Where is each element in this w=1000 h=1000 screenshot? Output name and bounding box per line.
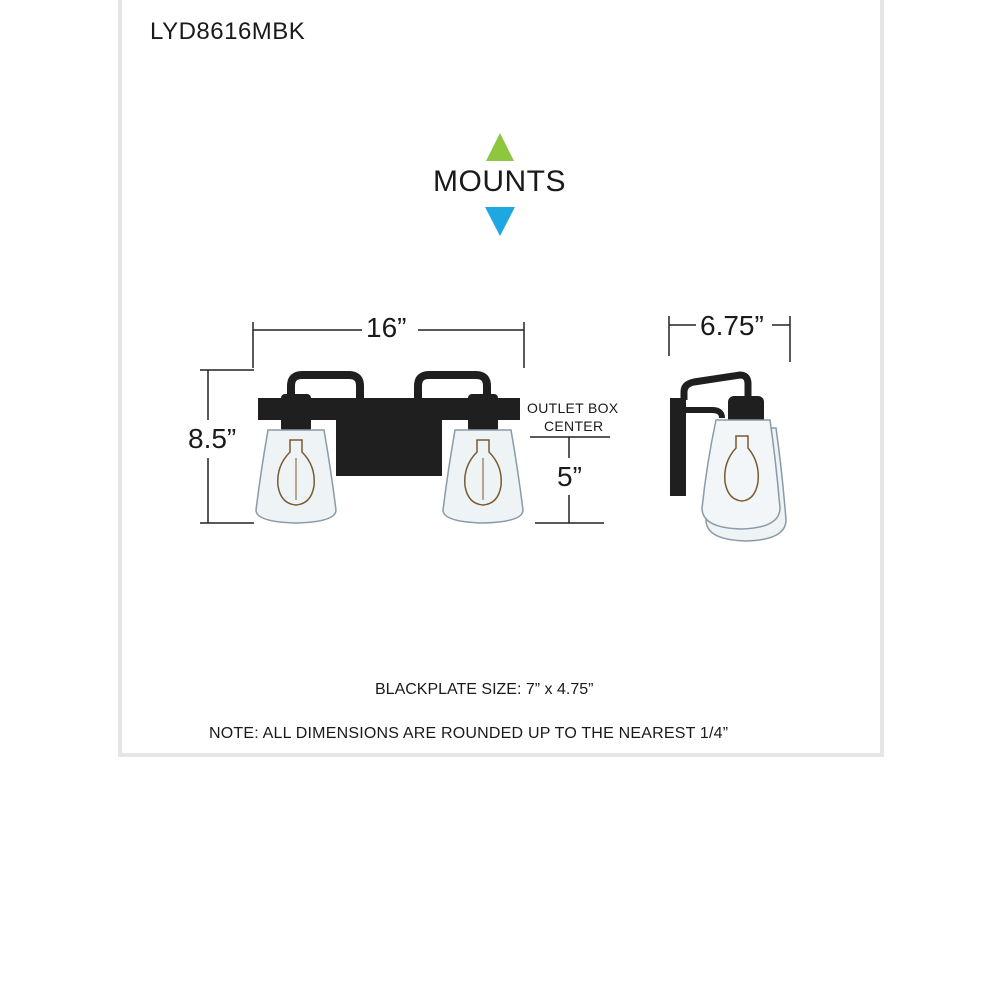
fixture-side-view [670,375,786,541]
outlet-box-label-line2: CENTER [544,418,604,434]
mounts-label: MOUNTS [433,165,566,198]
down-arrow-icon [485,207,515,236]
height-dimension-label: 8.5” [188,423,237,454]
depth-dimension-label: 6.75” [700,310,764,341]
right-socket [468,394,498,432]
outlet-box-label-line1: OUTLET BOX [527,400,619,416]
left-socket [281,394,311,432]
side-backplate [670,398,686,496]
fixture-front-view [256,375,523,523]
model-number: LYD8616MBK [150,18,306,45]
dimensions-note: NOTE: ALL DIMENSIONS ARE ROUNDED UP TO THE NEAREST 1/4” [209,725,729,742]
up-arrow-icon [486,133,514,161]
backplate-size-text: BLACKPLATE SIZE: 7” x 4.75” [375,681,594,698]
width-dimension-label: 16” [366,312,407,343]
outlet-height-label: 5” [557,461,582,492]
side-arm-lower [686,410,722,418]
